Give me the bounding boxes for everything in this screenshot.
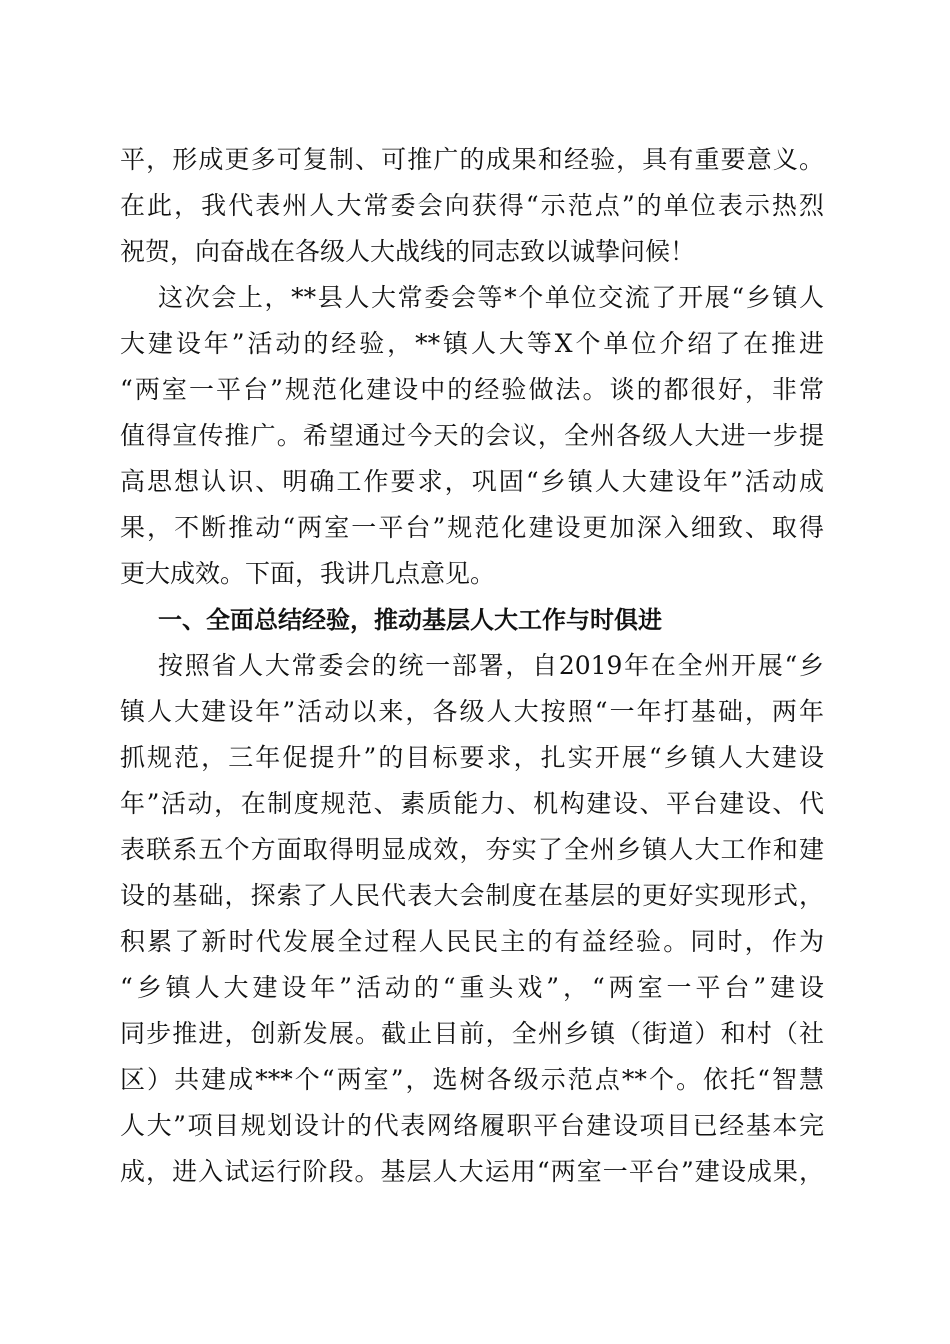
paragraph1-line-2: 在此，我代表州人大常委会向获得“示范点”的单位表示热烈 bbox=[120, 191, 824, 220]
paragraph3-line-2: 镇人大建设年”活动以来，各级人大按照“一年打基础，两年 bbox=[120, 697, 824, 726]
paragraph3-line-7: 积累了新时代发展全过程人民民主的有益经验。同时，作为 bbox=[120, 927, 824, 956]
paragraph2-line-6: 果，不断推动“两室一平台”规范化建设更加深入细致、取得 bbox=[120, 513, 824, 542]
paragraph3-line-8: “乡镇人大建设年”活动的“重头戏”，“两室一平台”建设 bbox=[120, 973, 824, 1002]
paragraph1-line-3: 祝贺，向奋战在各级人大战线的同志致以诚挚问候！ bbox=[120, 237, 696, 266]
paragraph3-line-6: 设的基础，探索了人民代表大会制度在基层的更好实现形式， bbox=[120, 881, 824, 910]
paragraph3-line-3: 抓规范，三年促提升”的目标要求，扎实开展“乡镇人大建设 bbox=[120, 743, 824, 772]
section-heading: 一、全面总结经验，推动基层人大工作与时俱进 bbox=[158, 606, 662, 634]
paragraph2-line-4: 值得宣传推广。希望通过今天的会议，全州各级人大进一步提 bbox=[120, 421, 824, 450]
paragraph2-line-7: 更大成效。下面，我讲几点意见。 bbox=[120, 559, 496, 588]
paragraph1-line-1: 平，形成更多可复制、可推广的成果和经验，具有重要意义。 bbox=[120, 145, 824, 174]
paragraph3-line-5: 表联系五个方面取得明显成效，夯实了全州乡镇人大工作和建 bbox=[120, 835, 824, 864]
paragraph2-line-2: 大建设年”活动的经验，**镇人大等X个单位介绍了在推进 bbox=[120, 329, 824, 358]
paragraph3-line-10: 区）共建成***个“两室”，选树各级示范点**个。依托“智慧 bbox=[120, 1065, 824, 1094]
paragraph2-line-3: “两室一平台”规范化建设中的经验做法。谈的都很好，非常 bbox=[120, 375, 824, 404]
paragraph2-line-5: 高思想认识、明确工作要求，巩固“乡镇人大建设年”活动成 bbox=[120, 467, 824, 496]
paragraph2-line-1: 这次会上，**县人大常委会等*个单位交流了开展“乡镇人 bbox=[158, 283, 824, 312]
paragraph3-line-4: 年”活动，在制度规范、素质能力、机构建设、平台建设、代 bbox=[120, 789, 824, 818]
paragraph3-line-12: 成，进入试运行阶段。基层人大运用“两室一平台”建设成果， bbox=[120, 1157, 824, 1186]
paragraph3-line-11: 人大”项目规划设计的代表网络履职平台建设项目已经基本完 bbox=[120, 1111, 824, 1140]
paragraph3-line-9: 同步推进，创新发展。截止目前，全州乡镇（街道）和村（社 bbox=[120, 1019, 824, 1048]
paragraph3-line-1: 按照省人大常委会的统一部署，自2019年在全州开展“乡 bbox=[158, 651, 824, 680]
